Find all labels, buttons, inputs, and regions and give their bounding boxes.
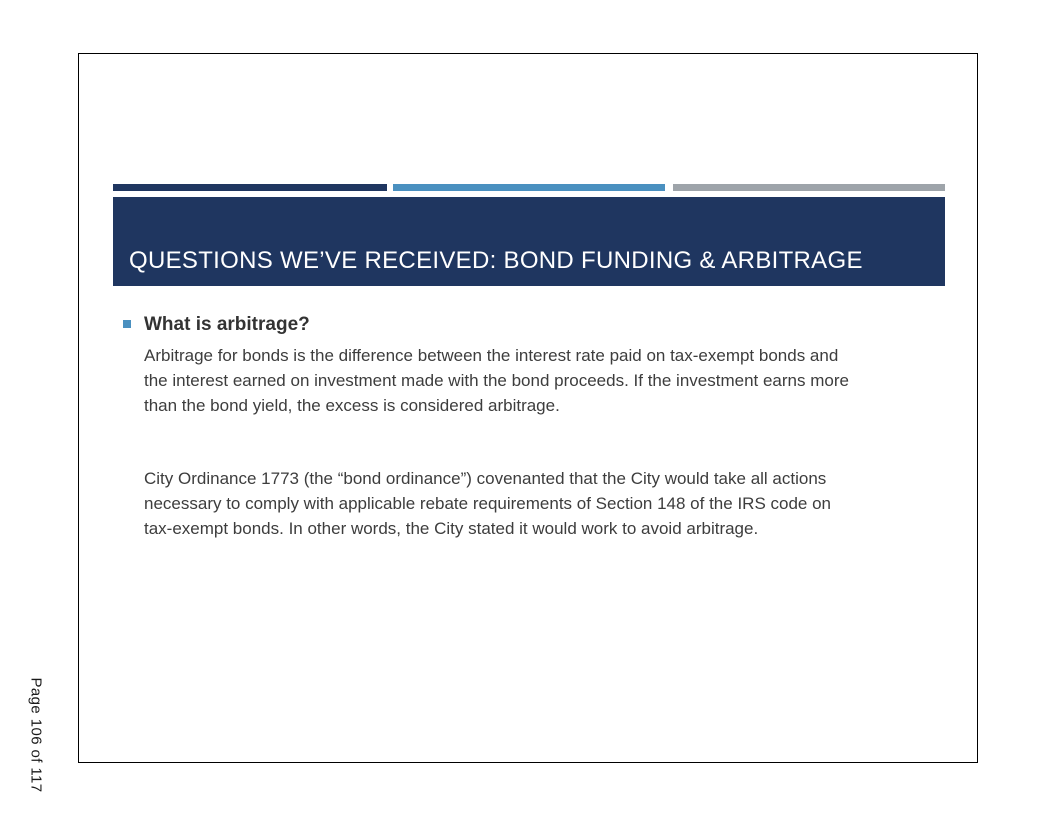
slide	[78, 53, 978, 763]
accent-bars	[113, 184, 945, 191]
paragraph-1	[144, 343, 944, 418]
accent-bar-blue	[393, 184, 665, 191]
paragraph-2	[144, 466, 944, 541]
paragraph-1-line-3: than the bond yield, the excess is considered arbitrage.	[144, 396, 560, 415]
paragraph-2-line-2: necessary to comply with applicable rebate requirements of Section 148 of the IRS code on	[144, 494, 831, 513]
paragraph-2-line-3: tax-exempt bonds. In other words, the City stated it would work to avoid arbitrage.	[144, 519, 759, 538]
paragraph-1-line-1: Arbitrage for bonds is the difference between the interest rate paid on tax-exempt bonds and	[144, 346, 839, 365]
bullet-square-icon	[123, 320, 131, 328]
slide-title-banner	[113, 197, 945, 286]
page-number-label: Page 106 of 117	[27, 677, 45, 793]
paragraph-2-line-1: City Ordinance 1773 (the “bond ordinance”) covenanted that the City would take all actions	[144, 469, 827, 488]
slide-title: QUESTIONS WE’VE RECEIVED: BOND FUNDING & ARBITRAGE	[129, 247, 863, 274]
bullet-heading-row	[123, 312, 310, 338]
accent-bar-navy	[113, 184, 387, 191]
paragraph-1-line-2: the interest earned on investment made with the bond proceeds. If the investment earns more	[144, 371, 849, 390]
accent-bar-gray	[673, 184, 945, 191]
bullet-heading: What is arbitrage?	[144, 314, 310, 335]
